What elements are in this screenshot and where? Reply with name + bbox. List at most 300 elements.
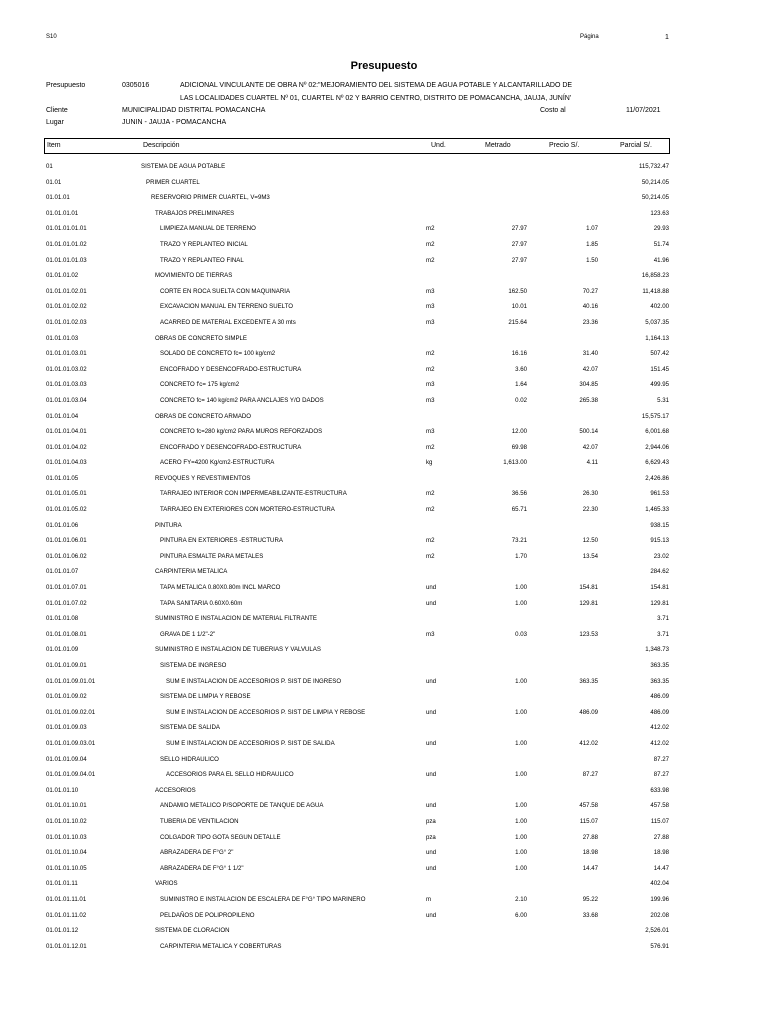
row-item-code: 01.01.01.01	[46, 209, 79, 217]
row-metrado: 69.98	[511, 443, 527, 451]
row-unit: und	[426, 708, 437, 716]
row-precio: 129.81	[579, 599, 598, 607]
row-precio: 22.30	[582, 506, 598, 514]
row-description: VARIOS	[155, 880, 178, 888]
row-metrado: 1.00	[515, 739, 527, 747]
row-parcial: 29.93	[653, 225, 669, 233]
row-item-code: 01.01.01.04.03	[46, 459, 87, 467]
row-precio: 115.07	[579, 817, 598, 825]
row-item-code: 01.01.01.02	[46, 272, 79, 280]
row-parcial: 6,001.68	[645, 428, 669, 436]
row-metrado: 215.64	[508, 318, 527, 326]
row-precio: 154.81	[579, 584, 598, 592]
row-description: ENCOFRADO Y DESENCOFRADO-ESTRUCTURA	[160, 443, 302, 451]
row-unit: und	[426, 677, 437, 685]
row-precio: 26.30	[582, 490, 598, 498]
row-description: PELDAÑOS DE POLIPROPILENO	[160, 911, 255, 919]
row-parcial: 115,732.47	[638, 163, 669, 170]
table-row	[0, 753, 768, 769]
table-row	[0, 410, 768, 426]
row-parcial: 51.74	[653, 240, 669, 248]
row-metrado: 0.03	[515, 630, 527, 638]
row-item-code: 01.01.01.03.04	[46, 396, 87, 404]
row-unit: m3	[426, 318, 435, 326]
row-parcial: 11,418.88	[642, 287, 669, 295]
row-description: PRIMER CUARTEL	[146, 178, 200, 186]
row-metrado: 10.01	[511, 303, 527, 311]
costo-label: Costo al	[540, 107, 566, 114]
table-row	[0, 269, 768, 285]
row-precio: 500.14	[579, 428, 598, 436]
table-row	[0, 534, 768, 550]
row-parcial: 202.08	[650, 911, 669, 919]
row-metrado: 1.00	[515, 708, 527, 716]
row-item-code: 01.01.01.09.02	[46, 693, 87, 701]
row-precio: 1.85	[586, 240, 598, 248]
row-item-code: 01.01.01.04.01	[46, 428, 87, 436]
row-unit: und	[426, 599, 437, 607]
row-parcial: 457.58	[650, 802, 669, 810]
row-precio: 95.22	[582, 895, 598, 903]
table-row	[0, 581, 768, 597]
row-parcial: 87.27	[653, 771, 669, 779]
row-parcial: 412.02	[650, 724, 669, 732]
row-unit: m	[426, 895, 432, 903]
table-row	[0, 550, 768, 566]
table-row	[0, 191, 768, 207]
row-description: GRAVA DE 1 1/2"-2"	[160, 630, 216, 638]
row-metrado: 0.02	[515, 396, 527, 404]
row-description: PINTURA ESMALTE PARA METALES	[160, 552, 264, 560]
row-description: TARRAJEO INTERIOR CON IMPERMEABILIZANTE-ESTRUCTURA	[160, 490, 347, 498]
row-unit: m3	[426, 287, 435, 295]
row-unit: m3	[426, 428, 435, 436]
table-row	[0, 394, 768, 410]
row-item-code: 01.01.01.08	[46, 615, 79, 623]
table-row	[0, 737, 768, 753]
row-unit: m2	[426, 490, 435, 498]
row-parcial: 41.96	[653, 256, 669, 264]
row-parcial: 486.09	[650, 693, 669, 701]
row-description: TAPA METALICA 0.80X0.80m INCL MARCO	[160, 584, 281, 592]
row-description: CONCRETO fc=280 kg/cm2 PARA MUROS REFORZADOS	[160, 428, 323, 436]
row-item-code: 01.01.01.01.03	[46, 256, 87, 264]
table-row	[0, 846, 768, 862]
row-item-code: 01.01.01.02.03	[46, 318, 87, 326]
row-parcial: 1,164.13	[645, 334, 669, 342]
presupuesto-label: Presupuesto	[46, 82, 86, 89]
row-item-code: 01.01.01.07.01	[46, 584, 87, 592]
row-metrado: 1.00	[515, 584, 527, 592]
row-metrado: 1.00	[515, 849, 527, 857]
table-row	[0, 815, 768, 831]
row-description: SUMINISTRO E INSTALACION DE TUBERIAS Y VALVULAS	[155, 646, 321, 654]
row-metrado: 27.97	[511, 225, 527, 233]
table-row	[0, 160, 768, 176]
row-parcial: 5.31	[657, 396, 669, 404]
row-unit: m2	[426, 537, 435, 545]
row-parcial: 16,858.23	[641, 272, 669, 280]
row-parcial: 115.07	[650, 817, 669, 825]
column-header-metrado: Metrado	[485, 142, 511, 149]
row-precio: 4.11	[586, 459, 598, 467]
row-description: ACARREO DE MATERIAL EXCEDENTE A 30 mts	[160, 318, 296, 326]
table-row	[0, 940, 768, 956]
row-description: RESERVORIO PRIMER CUARTEL, V=9M3	[151, 194, 270, 202]
row-item-code: 01.01.01.03.01	[46, 350, 87, 358]
row-parcial: 50,214.05	[641, 194, 669, 202]
presupuesto-code: 0305016	[122, 82, 150, 89]
row-parcial: 486.09	[650, 708, 669, 716]
row-unit: und	[426, 771, 437, 779]
row-description: OBRAS DE CONCRETO SIMPLE	[155, 334, 247, 342]
row-description: ABRAZADERA DE F°G° 1 1/2"	[160, 864, 244, 872]
row-metrado: 1.00	[515, 599, 527, 607]
row-description: SOLADO DE CONCRETO fc= 100 kg/cm2	[160, 350, 276, 358]
table-row	[0, 300, 768, 316]
row-parcial: 2,426.86	[645, 474, 669, 482]
row-unit: pza	[426, 817, 436, 825]
row-description: SUM E INSTALACION DE ACCESORIOS P. SIST DE LIMPIA Y REBOSE	[166, 708, 366, 716]
row-item-code: 01.01.01.08.01	[46, 630, 87, 638]
presupuesto-description-line1: ADICIONAL VINCULANTE DE OBRA Nº 02:"MEJORAMIENTO DEL SISTEMA DE AGUA POTABLE Y ALCANTARILLADO DE	[180, 82, 573, 89]
row-precio: 265.38	[579, 396, 598, 404]
row-parcial: 1,465.33	[645, 506, 669, 514]
row-description: ENCOFRADO Y DESENCOFRADO-ESTRUCTURA	[160, 365, 302, 373]
row-item-code: 01.01.01.10.02	[46, 817, 87, 825]
table-row	[0, 487, 768, 503]
row-parcial: 199.96	[650, 895, 669, 903]
row-parcial: 499.95	[650, 381, 669, 389]
row-description: CARPINTERIA METALICA Y COBERTURAS	[160, 942, 282, 950]
row-parcial: 1,348.73	[645, 646, 669, 654]
row-parcial: 6,629.43	[645, 459, 669, 467]
row-parcial: 123.63	[650, 209, 669, 217]
row-metrado: 12.00	[511, 428, 527, 436]
row-item-code: 01.01.01.04	[46, 412, 79, 420]
row-item-code: 01.01.01.09.04.01	[46, 771, 96, 779]
row-item-code: 01.01.01.02.02	[46, 303, 87, 311]
row-unit: und	[426, 802, 437, 810]
row-metrado: 27.97	[511, 240, 527, 248]
table-row	[0, 254, 768, 270]
row-precio: 457.58	[579, 802, 598, 810]
table-row	[0, 893, 768, 909]
budget-table	[0, 160, 768, 955]
row-parcial: 576.91	[650, 942, 669, 950]
table-row	[0, 597, 768, 613]
row-item-code: 01.01.01.11	[46, 880, 78, 888]
costo-date: 11/07/2021	[626, 107, 661, 114]
row-precio: 18.98	[582, 849, 598, 857]
row-description: LIMPIEZA MANUAL DE TERRENO	[160, 225, 256, 233]
row-item-code: 01.01.01.10	[46, 786, 79, 794]
row-description: TARRAJEO EN EXTERIORES CON MORTERO-ESTRUCTURA	[160, 506, 335, 514]
row-description: SUM E INSTALACION DE ACCESORIOS P. SIST DE SALIDA	[166, 739, 335, 747]
page-title: Presupuesto	[350, 60, 418, 72]
row-description: OBRAS DE CONCRETO ARMADO	[155, 412, 252, 420]
row-description: MOVIMIENTO DE TIERRAS	[155, 272, 233, 280]
row-precio: 27.88	[582, 833, 598, 841]
table-row	[0, 332, 768, 348]
row-description: CARPINTERIA METALICA	[155, 568, 228, 576]
row-parcial: 5,037.35	[645, 318, 669, 326]
row-description: PINTURA	[155, 521, 182, 529]
row-item-code: 01	[46, 163, 53, 170]
row-unit: und	[426, 911, 437, 919]
row-precio: 13.54	[582, 552, 598, 560]
row-item-code: 01.01.01.04.02	[46, 443, 87, 451]
table-row	[0, 706, 768, 722]
row-parcial: 507.42	[650, 350, 669, 358]
row-parcial: 915.13	[650, 537, 669, 545]
table-row	[0, 659, 768, 675]
row-description: TRAZO Y REPLANTEO FINAL	[160, 256, 244, 264]
row-item-code: 01.01.01.01.02	[46, 240, 87, 248]
row-precio: 40.16	[582, 303, 598, 311]
row-unit: m2	[426, 552, 435, 560]
row-item-code: 01.01.01.10.01	[46, 802, 87, 810]
row-parcial: 15,575.17	[641, 412, 669, 420]
row-unit: m3	[426, 381, 435, 389]
row-description: SUM E INSTALACION DE ACCESORIOS P. SIST DE INGRESO	[166, 677, 342, 685]
row-item-code: 01.01.01.10.05	[46, 864, 87, 872]
row-item-code: 01.01.01.05.02	[46, 506, 87, 514]
table-row	[0, 363, 768, 379]
table-row	[0, 425, 768, 441]
row-description: SISTEMA DE AGUA POTABLE	[141, 163, 226, 170]
row-item-code: 01.01.01.06.02	[46, 552, 87, 560]
row-item-code: 01.01.01.03.03	[46, 381, 87, 389]
table-row	[0, 207, 768, 223]
column-header-descripcion: Descripción	[143, 142, 180, 149]
row-description: EXCAVACION MANUAL EN TERRENO SUELTO	[160, 303, 293, 311]
row-precio: 33.68	[582, 911, 598, 919]
page-number: 1	[665, 34, 669, 41]
table-row	[0, 628, 768, 644]
row-metrado: 1.00	[515, 802, 527, 810]
row-item-code: 01.01	[46, 178, 62, 186]
row-metrado: 65.71	[511, 506, 527, 514]
row-unit: m2	[426, 350, 435, 358]
row-description: COLGADOR TIPO GOTA SEGUN DETALLE	[160, 833, 281, 841]
row-precio: 70.27	[582, 287, 598, 295]
table-header	[44, 138, 670, 154]
table-row	[0, 347, 768, 363]
row-parcial: 2,526.01	[645, 927, 669, 935]
row-item-code: 01.01.01.10.04	[46, 849, 87, 857]
table-row	[0, 877, 768, 893]
table-row	[0, 799, 768, 815]
row-parcial: 412.02	[650, 739, 669, 747]
presupuesto-description-line2: LAS LOCALIDADES CUARTEL Nº 01, CUARTEL Nº 02 Y BARRIO CENTRO, DISTRITO DE POMACANCHA, JAUJA, JUNÍN'	[180, 95, 572, 102]
table-row	[0, 909, 768, 925]
lugar-value: JUNIN - JAUJA - POMACANCHA	[122, 119, 227, 126]
row-unit: m2	[426, 256, 435, 264]
row-metrado: 6.00	[515, 911, 527, 919]
row-description: CORTE EN ROCA SUELTA CON MAQUINARIA	[160, 287, 291, 295]
row-description: SELLO HIDRAULICO	[160, 755, 219, 763]
row-metrado: 27.97	[511, 256, 527, 264]
row-parcial: 87.27	[653, 755, 669, 763]
row-parcial: 23.02	[653, 552, 669, 560]
row-item-code: 01.01.01.05	[46, 474, 79, 482]
row-precio: 31.40	[582, 350, 598, 358]
row-description: TRAZO Y REPLANTEO INICIAL	[160, 240, 248, 248]
row-metrado: 1.00	[515, 864, 527, 872]
row-precio: 363.35	[579, 677, 598, 685]
row-unit: und	[426, 739, 437, 747]
table-row	[0, 222, 768, 238]
row-parcial: 3.71	[657, 630, 669, 638]
row-item-code: 01.01.01.12.01	[46, 942, 87, 950]
row-parcial: 3.71	[657, 615, 669, 623]
row-metrado: 1,613.00	[503, 459, 527, 467]
row-metrado: 162.50	[508, 287, 527, 295]
row-item-code: 01.01.01	[46, 194, 70, 202]
row-item-code: 01.01.01.10.03	[46, 833, 87, 841]
row-description: CONCRETO fc= 140 kg/cm2 PARA ANCLAJES Y/O DADOS	[160, 396, 324, 404]
row-description: REVOQUES Y REVESTIMIENTOS	[155, 474, 251, 482]
row-parcial: 938.15	[650, 521, 669, 529]
table-row	[0, 378, 768, 394]
row-item-code: 01.01.01.07	[46, 568, 79, 576]
row-metrado: 1.64	[515, 381, 527, 389]
row-unit: m3	[426, 303, 435, 311]
row-unit: und	[426, 584, 437, 592]
row-item-code: 01.01.01.11.02	[46, 911, 87, 919]
row-item-code: 01.01.01.09	[46, 646, 79, 654]
row-item-code: 01.01.01.02.01	[46, 287, 87, 295]
row-description: SISTEMA DE INGRESO	[160, 662, 227, 669]
row-item-code: 01.01.01.06	[46, 521, 79, 529]
row-unit: kg	[426, 459, 433, 467]
column-header-precio: Precio S/.	[549, 142, 580, 149]
row-item-code: 01.01.01.01.01	[46, 225, 87, 233]
row-description: TRABAJOS PRELIMINARES	[155, 209, 235, 217]
row-metrado: 1.00	[515, 817, 527, 825]
table-row	[0, 238, 768, 254]
row-parcial: 151.45	[650, 365, 669, 373]
table-row	[0, 643, 768, 659]
row-item-code: 01.01.01.05.01	[46, 490, 87, 498]
row-item-code: 01.01.01.09.02.01	[46, 708, 96, 716]
row-precio: 12.50	[582, 537, 598, 545]
table-row	[0, 675, 768, 691]
row-description: SISTEMA DE LIMPIA Y REBOSE	[160, 693, 251, 701]
column-header-parcial: Parcial S/.	[620, 142, 652, 149]
column-header-item: Item	[47, 142, 61, 149]
row-description: SISTEMA DE CLORACION	[155, 927, 230, 935]
table-row	[0, 831, 768, 847]
row-item-code: 01.01.01.09.03	[46, 724, 87, 732]
row-unit: m2	[426, 240, 435, 248]
row-description: PINTURA EN EXTERIORES -ESTRUCTURA	[160, 537, 283, 545]
row-parcial: 633.98	[650, 786, 669, 794]
row-precio: 1.07	[586, 225, 598, 233]
cliente-value: MUNICIPALIDAD DISTRITAL POMACANCHA	[122, 107, 266, 114]
table-row	[0, 690, 768, 706]
row-item-code: 01.01.01.06.01	[46, 537, 87, 545]
row-precio: 42.07	[582, 443, 598, 451]
row-unit: m2	[426, 225, 435, 233]
row-precio: 23.36	[582, 318, 598, 326]
table-row	[0, 456, 768, 472]
lugar-label: Lugar	[46, 119, 64, 126]
row-parcial: 27.88	[653, 833, 669, 841]
row-description: ACERO FY=4200 Kg/cm2-ESTRUCTURA	[160, 459, 275, 467]
table-row	[0, 565, 768, 581]
row-precio: 412.02	[579, 739, 598, 747]
row-description: ACCESORIOS	[155, 786, 196, 794]
row-description: SISTEMA DE SALIDA	[160, 724, 220, 732]
row-item-code: 01.01.01.12	[46, 927, 79, 935]
table-row	[0, 472, 768, 488]
page-label: Página	[580, 34, 599, 40]
row-metrado: 16.16	[511, 350, 527, 358]
row-precio: 123.53	[579, 630, 598, 638]
column-header-und: Und.	[431, 142, 446, 149]
row-precio: 42.07	[582, 365, 598, 373]
row-parcial: 363.35	[650, 662, 669, 669]
row-parcial: 50,214.05	[641, 178, 669, 186]
row-item-code: 01.01.01.09.04	[46, 755, 87, 763]
table-row	[0, 862, 768, 878]
table-row	[0, 612, 768, 628]
row-description: TUBERIA DE VENTILACION	[160, 817, 239, 825]
row-unit: und	[426, 864, 437, 872]
row-unit: m2	[426, 365, 435, 373]
row-parcial: 402.00	[650, 303, 669, 311]
row-precio: 304.85	[579, 381, 598, 389]
row-unit: m3	[426, 396, 435, 404]
table-row	[0, 176, 768, 192]
table-row	[0, 721, 768, 737]
table-row	[0, 441, 768, 457]
row-item-code: 01.01.01.09.03.01	[46, 739, 96, 747]
row-description: SUMINISTRO E INSTALACION DE MATERIAL FILTRANTE	[155, 615, 317, 623]
row-item-code: 01.01.01.09.01.01	[46, 677, 96, 685]
row-description: ANDAMIO METALICO P/SOPORTE DE TANQUE DE AGUA	[160, 802, 324, 810]
row-item-code: 01.01.01.03	[46, 334, 79, 342]
table-row	[0, 768, 768, 784]
row-precio: 1.50	[586, 256, 598, 264]
row-precio: 87.27	[582, 771, 598, 779]
row-metrado: 1.00	[515, 771, 527, 779]
row-metrado: 3.60	[515, 365, 527, 373]
cliente-label: Cliente	[46, 107, 68, 114]
row-metrado: 1.00	[515, 677, 527, 685]
row-parcial: 284.62	[650, 568, 669, 576]
row-description: ABRAZADERA DE F°G° 2"	[160, 849, 234, 857]
table-row	[0, 924, 768, 940]
row-item-code: 01.01.01.11.01	[46, 895, 87, 903]
row-unit: m3	[426, 630, 435, 638]
row-unit: pza	[426, 833, 436, 841]
row-parcial: 2,944.06	[645, 443, 669, 451]
row-parcial: 129.81	[650, 599, 669, 607]
table-row	[0, 285, 768, 301]
software-tag: S10	[46, 34, 57, 40]
row-unit: m2	[426, 443, 435, 451]
row-metrado: 73.21	[511, 537, 527, 545]
row-parcial: 154.81	[650, 584, 669, 592]
table-row	[0, 503, 768, 519]
table-row	[0, 316, 768, 332]
row-parcial: 14.47	[653, 864, 669, 872]
row-metrado: 1.00	[515, 833, 527, 841]
row-metrado: 1.70	[515, 552, 527, 560]
